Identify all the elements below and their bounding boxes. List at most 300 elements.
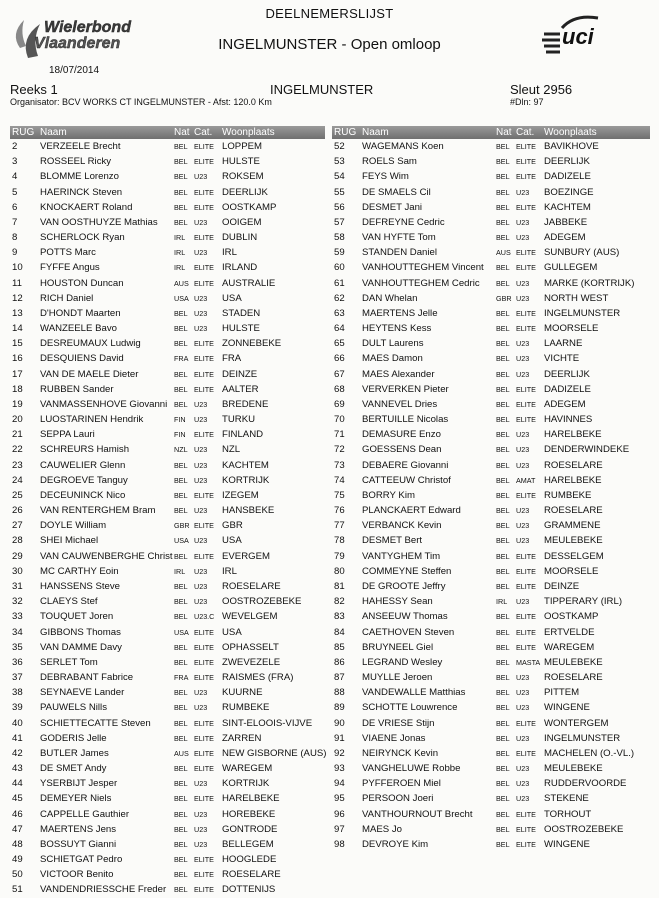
cell-woonplaats: RAISMES (FRA) — [222, 672, 294, 684]
cell-naam: WAGEMANS Koen — [362, 141, 444, 152]
table-header — [332, 126, 650, 139]
document-title: DEELNEMERSLIJST — [265, 6, 394, 21]
cell-woonplaats: DEINZE — [222, 368, 258, 380]
table-row — [332, 716, 650, 731]
cell-rug: 85 — [334, 641, 345, 653]
cell-woonplaats: WEVELGEM — [222, 611, 278, 623]
cell-nat: USA — [174, 293, 189, 303]
cell-cat: ELITE — [516, 612, 536, 622]
cell-cat: U23 — [516, 521, 530, 531]
cell-nat: USA — [174, 627, 189, 637]
cell-naam: VANNEVEL Dries — [362, 398, 438, 410]
cell-rug: 87 — [334, 672, 345, 684]
cell-woonplaats: HANSBEKE — [222, 505, 275, 517]
cell-rug: 97 — [334, 823, 345, 835]
race-date: 18/07/2014 — [49, 65, 100, 76]
cell-woonplaats: WAREGEM — [222, 763, 273, 775]
cell-naam: DULT Laurens — [362, 338, 424, 350]
cell-woonplaats: DEERLIJK — [544, 156, 590, 168]
cell-woonplaats: DADIZELE — [544, 383, 591, 395]
cell-rug: 80 — [334, 565, 345, 577]
table-row — [10, 260, 325, 275]
cell-nat: BEL — [174, 172, 188, 182]
cell-nat: BEL — [174, 839, 188, 849]
table-row — [332, 807, 650, 822]
cell-rug: 32 — [12, 596, 23, 608]
table-row — [332, 625, 650, 640]
cell-cat: ELITE — [516, 142, 536, 151]
cell-naam: DEFREYNE Cedric — [362, 216, 445, 228]
cell-nat: NZL — [174, 445, 188, 455]
cell-naam: VANHOUTTEGHEM Vincent — [362, 262, 484, 274]
cell-nat: BEL — [174, 885, 188, 895]
table-row — [332, 670, 650, 685]
cell-nat: IRL — [174, 566, 186, 576]
cell-woonplaats: MOORSELE — [544, 565, 599, 577]
cell-naam: SERLET Tom — [40, 656, 98, 668]
cell-rug: 42 — [12, 747, 23, 759]
cell-naam: DEBRABANT Fabrice — [40, 672, 134, 684]
cell-nat: BEL — [496, 157, 510, 167]
table-row — [10, 640, 325, 655]
cell-rug: 11 — [12, 277, 22, 289]
cell-woonplaats: PITTEM — [544, 687, 580, 699]
cell-woonplaats: TURKU — [222, 414, 256, 426]
table-row — [332, 518, 650, 533]
cell-naam: SCHIETGAT Pedro — [40, 854, 123, 866]
cell-woonplaats: TORHOUT — [544, 808, 592, 820]
cell-naam: CAPPELLE Gauthier — [40, 808, 130, 820]
cell-naam: NEIRYNCK Kevin — [362, 747, 439, 759]
table-row — [10, 382, 325, 397]
cell-woonplaats: WINGENE — [544, 702, 590, 714]
cell-nat: BEL — [496, 217, 510, 227]
table-body — [10, 139, 325, 898]
table-row — [10, 503, 325, 518]
cell-cat: ELITE — [516, 748, 536, 758]
cell-rug: 84 — [334, 626, 345, 638]
cell-woonplaats: OOSTKAMP — [222, 201, 277, 213]
cell-naam: SEPPA Lauri — [40, 429, 95, 441]
cell-naam: BRUYNEEL Giel — [362, 641, 434, 653]
cell-naam: YSERBIJT Jesper — [40, 778, 118, 790]
cell-nat: BEL — [496, 551, 510, 561]
cell-nat: BEL — [174, 764, 188, 774]
cell-cat: ELITE — [516, 399, 536, 409]
cell-nat: FRA — [174, 354, 189, 364]
cell-nat: BEL — [174, 597, 188, 607]
cell-rug: 5 — [12, 186, 18, 198]
cell-naam: GODERIS Jelle — [40, 732, 107, 744]
cell-rug: 19 — [12, 398, 23, 410]
cell-rug: 14 — [12, 323, 23, 335]
cell-nat: BEL — [496, 308, 510, 318]
cell-rug: 6 — [12, 201, 18, 213]
cell-naam: VANDENDRIESSCHE Freder — [40, 884, 167, 896]
cell-rug: 20 — [12, 414, 23, 426]
cell-naam: VANTYGHEM Tim — [362, 550, 441, 562]
table-row — [10, 336, 325, 351]
cell-woonplaats: WINGENE — [544, 838, 590, 850]
cell-woonplaats: IRL — [222, 565, 237, 577]
cell-woonplaats: NORTH WEST — [544, 292, 609, 304]
cell-nat: IRL — [174, 233, 186, 243]
cell-cat: ELITE — [516, 384, 536, 394]
cell-cat: ELITE — [516, 308, 536, 318]
cell-cat: ELITE — [516, 642, 536, 652]
table-row — [10, 716, 325, 731]
cell-woonplaats: DUBLIN — [222, 232, 258, 244]
header-nat: Nat — [174, 127, 190, 138]
cell-nat: BEL — [496, 460, 510, 470]
cell-naam: DE GROOTE Jeffry — [362, 580, 446, 592]
cell-cat: U23 — [194, 445, 208, 455]
cell-cat: U23 — [516, 597, 530, 607]
table-row — [10, 837, 325, 852]
cell-nat: BEL — [496, 445, 510, 455]
cell-nat: BEL — [174, 642, 188, 652]
cell-cat: ELITE — [516, 566, 536, 576]
cell-nat: IRL — [174, 248, 186, 258]
cell-cat: U23 — [516, 445, 530, 455]
cell-rug: 95 — [334, 793, 345, 805]
cell-nat: BEL — [174, 688, 188, 698]
cell-cat: ELITE — [516, 490, 536, 500]
cell-rug: 27 — [12, 520, 23, 532]
cell-rug: 69 — [334, 398, 345, 410]
cell-nat: BEL — [174, 399, 188, 409]
cell-rug: 35 — [12, 641, 23, 653]
table-row — [332, 564, 650, 579]
cell-woonplaats: OOSTROZEBEKE — [544, 823, 624, 835]
cell-cat: ELITE — [516, 581, 536, 591]
cell-cat: ELITE — [194, 187, 214, 197]
cell-naam: VAN RENTERGHEM Bram — [40, 505, 156, 517]
table-row — [10, 564, 325, 579]
table-row — [10, 776, 325, 791]
cell-woonplaats: RUMBEKE — [544, 489, 592, 501]
logo-left-line1: Wielerbond — [44, 19, 131, 36]
cell-woonplaats: HOREBEKE — [222, 808, 276, 820]
cell-cat: U23 — [516, 293, 530, 303]
cell-rug: 28 — [12, 535, 23, 547]
cell-nat: BEL — [496, 521, 510, 531]
cell-nat: BEL — [174, 733, 188, 743]
cell-nat: BEL — [496, 384, 510, 394]
cell-nat: BEL — [174, 308, 188, 318]
cell-naam: MAES Jo — [362, 823, 402, 835]
cell-rug: 46 — [12, 808, 23, 820]
cell-rug: 38 — [12, 687, 23, 699]
cell-cat: ELITE — [194, 551, 214, 561]
cell-nat: BEL — [496, 703, 510, 713]
table-row — [332, 321, 650, 336]
cell-naam: DESQUIENS David — [40, 353, 124, 365]
cell-naam: VANGHELUWE Robbe — [362, 763, 461, 775]
cell-rug: 12 — [12, 292, 23, 304]
cell-naam: BORRY Kim — [362, 489, 415, 501]
cell-cat: U23 — [516, 217, 530, 227]
cell-rug: 70 — [334, 414, 345, 426]
table-header — [10, 126, 325, 139]
table-row — [332, 776, 650, 791]
table-row — [332, 655, 650, 670]
cell-nat: BEL — [174, 809, 188, 819]
table-row — [10, 761, 325, 776]
table-row — [10, 215, 325, 230]
table-row — [332, 594, 650, 609]
cell-naam: BOSSUYT Gianni — [40, 838, 117, 850]
cell-rug: 65 — [334, 338, 345, 350]
table-row — [332, 382, 650, 397]
cell-rug: 89 — [334, 702, 345, 714]
cell-cat: U23 — [516, 764, 530, 774]
cell-rug: 64 — [334, 323, 345, 335]
cell-naam: VAN DE MAELE Dieter — [40, 368, 139, 380]
cell-nat: BEL — [174, 581, 188, 591]
cell-rug: 9 — [12, 247, 18, 259]
cell-woonplaats: DADIZELE — [544, 171, 591, 183]
cell-nat: GBR — [174, 521, 190, 531]
cell-naam: STANDEN Daniel — [362, 247, 437, 259]
cell-rug: 44 — [12, 778, 23, 790]
cell-naam: RUBBEN Sander — [40, 383, 114, 395]
cell-nat: BEL — [496, 263, 510, 273]
cell-woonplaats: DEINZE — [544, 580, 580, 592]
cell-cat: U23 — [194, 293, 208, 303]
cell-rug: 88 — [334, 687, 345, 699]
cell-rug: 93 — [334, 763, 345, 775]
cell-rug: 81 — [334, 580, 345, 592]
table-row — [10, 594, 325, 609]
cell-naam: RICH Daniel — [40, 292, 94, 304]
table-row — [332, 245, 650, 260]
cell-cat: U23 — [194, 248, 208, 258]
cell-rug: 73 — [334, 459, 345, 471]
cell-woonplaats: RUDDERVOORDE — [544, 778, 627, 790]
cell-woonplaats: NEW GISBORNE (AUS) — [222, 747, 327, 759]
table-row — [332, 533, 650, 548]
cell-nat: BEL — [174, 703, 188, 713]
cell-nat: BEL — [496, 839, 510, 849]
cell-cat: U23 — [516, 703, 530, 713]
sleut-number: Sleut 2956 — [510, 82, 573, 97]
table-row — [332, 700, 650, 715]
cell-cat: ELITE — [194, 885, 214, 895]
cell-naam: PAUWELS Nills — [40, 702, 107, 714]
cell-woonplaats: HAVINNES — [544, 414, 593, 426]
cell-woonplaats: JABBEKE — [544, 216, 588, 228]
cell-rug: 33 — [12, 611, 23, 623]
header-rug: RUG — [334, 127, 357, 138]
header-cat: Cat. — [194, 127, 213, 138]
cell-woonplaats: HARELBEKE — [544, 474, 602, 486]
cell-rug: 22 — [12, 444, 23, 456]
cell-rug: 51 — [12, 884, 23, 896]
cell-nat: BEL — [496, 642, 510, 652]
cell-nat: BEL — [496, 612, 510, 622]
cell-rug: 41 — [12, 732, 23, 744]
cell-cat: U23 — [516, 233, 530, 243]
cell-naam: ANSEEUW Thomas — [362, 611, 448, 623]
cell-naam: SCHOTTE Louwrence — [362, 702, 458, 714]
cell-cat: U23 — [194, 415, 208, 425]
cell-naam: HOUSTON Duncan — [40, 277, 124, 289]
cell-woonplaats: ROESELARE — [544, 672, 603, 684]
cell-rug: 61 — [334, 277, 345, 289]
cell-cat: U23 — [194, 536, 208, 546]
cell-rug: 4 — [12, 171, 18, 183]
cell-nat: FIN — [174, 430, 186, 440]
cell-cat: U23 — [516, 506, 530, 516]
table-row — [10, 154, 325, 169]
cell-woonplaats: HOOGLEDE — [222, 854, 277, 866]
cell-cat: U23 — [516, 536, 530, 546]
cell-woonplaats: ZONNEBEKE — [222, 338, 282, 350]
cell-woonplaats: RUMBEKE — [222, 702, 270, 714]
cell-rug: 56 — [334, 201, 345, 213]
cell-cat: U23 — [194, 460, 208, 470]
cell-nat: BEL — [496, 142, 510, 151]
table-row — [10, 655, 325, 670]
cell-nat: BEL — [174, 855, 188, 865]
cell-nat: GBR — [496, 293, 512, 303]
cell-cat: ELITE — [516, 824, 536, 834]
cell-rug: 25 — [12, 489, 23, 501]
cell-naam: VANDEWALLE Matthias — [362, 687, 466, 699]
cell-cat: ELITE — [194, 642, 214, 652]
table-body — [332, 139, 650, 852]
cell-nat: BEL — [174, 369, 188, 379]
cell-naam: DEVROYE Kim — [362, 838, 429, 850]
participant-count: #Dln: 97 — [510, 97, 544, 107]
cell-nat: BEL — [496, 794, 510, 804]
cell-woonplaats: ADEGEM — [544, 398, 586, 410]
table-row — [332, 791, 650, 806]
table-row — [10, 367, 325, 382]
cell-woonplaats: ADEGEM — [544, 232, 586, 244]
cell-naam: GOESSENS Dean — [362, 444, 442, 456]
cell-naam: DEGROEVE Tanguy — [40, 474, 128, 486]
table-row — [10, 852, 325, 867]
cell-woonplaats: FRA — [222, 353, 242, 365]
header-naam: Naam — [40, 127, 67, 138]
cell-naam: MAES Damon — [362, 353, 423, 365]
table-row — [10, 609, 325, 624]
cell-cat: ELITE — [194, 657, 214, 667]
cell-rug: 3 — [12, 156, 18, 168]
cell-woonplaats: TIPPERARY (IRL) — [544, 596, 623, 608]
table-row — [332, 458, 650, 473]
cell-cat: ELITE — [516, 415, 536, 425]
cell-woonplaats: ROESELARE — [544, 459, 603, 471]
table-row — [10, 169, 325, 184]
cell-naam: WANZEELE Bavo — [40, 323, 117, 335]
cell-rug: 8 — [12, 232, 18, 244]
cell-rug: 43 — [12, 763, 23, 775]
cell-cat: U23.C — [194, 612, 215, 622]
cell-woonplaats: DEERLIJK — [222, 186, 268, 198]
table-row — [10, 746, 325, 761]
cell-woonplaats: STADEN — [222, 307, 261, 319]
table-row — [332, 442, 650, 457]
race-subtitle: INGELMUNSTER - Open omloop — [218, 36, 441, 53]
table-row — [332, 761, 650, 776]
cell-woonplaats: ERTVELDE — [544, 626, 595, 638]
cell-nat: BEL — [496, 415, 510, 425]
cell-nat: BEL — [496, 688, 510, 698]
cell-woonplaats: LAARNE — [544, 338, 583, 350]
table-row — [332, 549, 650, 564]
cell-rug: 96 — [334, 808, 345, 820]
table-row — [10, 276, 325, 291]
cell-naam: KNOCKAERT Roland — [40, 201, 133, 213]
cell-woonplaats: ZARREN — [222, 732, 262, 744]
cell-naam: MC CARTHY Eoin — [40, 565, 119, 577]
cell-naam: BUTLER James — [40, 747, 109, 759]
cell-woonplaats: ROESELARE — [544, 505, 603, 517]
cell-rug: 17 — [12, 368, 23, 380]
cell-rug: 29 — [12, 550, 23, 562]
cell-nat: BEL — [496, 324, 510, 334]
cell-cat: U23 — [516, 688, 530, 698]
cell-woonplaats: BREDENE — [222, 398, 269, 410]
cell-nat: BEL — [174, 718, 188, 728]
cell-nat: BEL — [174, 794, 188, 804]
cell-woonplaats: MEULEBEKE — [544, 535, 603, 547]
table-row — [332, 200, 650, 215]
cell-cat: ELITE — [194, 764, 214, 774]
cell-naam: FYFFE Angus — [40, 262, 100, 274]
cell-naam: SCHREURS Hamish — [40, 444, 130, 456]
cell-nat: FRA — [174, 673, 189, 683]
cell-woonplaats: FINLAND — [222, 429, 264, 441]
cell-woonplaats: USA — [222, 535, 242, 547]
cell-rug: 13 — [12, 307, 23, 319]
cell-woonplaats: IZEGEM — [222, 489, 259, 501]
cell-rug: 76 — [334, 505, 345, 517]
table-row — [332, 640, 650, 655]
cell-naam: COMMEYNE Steffen — [362, 565, 452, 577]
cell-woonplaats: GRAMMENE — [544, 520, 601, 532]
cell-naam: DAN Whelan — [362, 292, 418, 304]
cell-naam: VANTHOURNOUT Brecht — [362, 808, 473, 820]
cell-naam: DE SMAELS Cil — [362, 186, 431, 198]
cell-cat: U23 — [516, 278, 530, 288]
table-row — [332, 822, 650, 837]
table-row — [332, 351, 650, 366]
cell-cat: ELITE — [194, 794, 214, 804]
cell-nat: BEL — [174, 202, 188, 212]
cell-nat: BEL — [174, 490, 188, 500]
cell-nat: IRL — [496, 597, 508, 607]
cell-cat: MASTA — [516, 657, 541, 667]
cell-cat: ELITE — [516, 809, 536, 819]
table-row — [10, 351, 325, 366]
cell-nat: BEL — [496, 718, 510, 728]
table-row — [332, 503, 650, 518]
cell-woonplaats: OOIGEM — [222, 216, 262, 228]
cell-woonplaats: DEERLIJK — [544, 368, 590, 380]
table-row — [10, 579, 325, 594]
cell-naam: DESMET Bert — [362, 535, 423, 547]
header-cat: Cat. — [516, 127, 535, 138]
table-row — [332, 837, 650, 852]
cell-woonplaats: ZWEVEZELE — [222, 656, 281, 668]
table-row — [332, 746, 650, 761]
cell-cat: ELITE — [516, 172, 536, 182]
table-row — [332, 488, 650, 503]
